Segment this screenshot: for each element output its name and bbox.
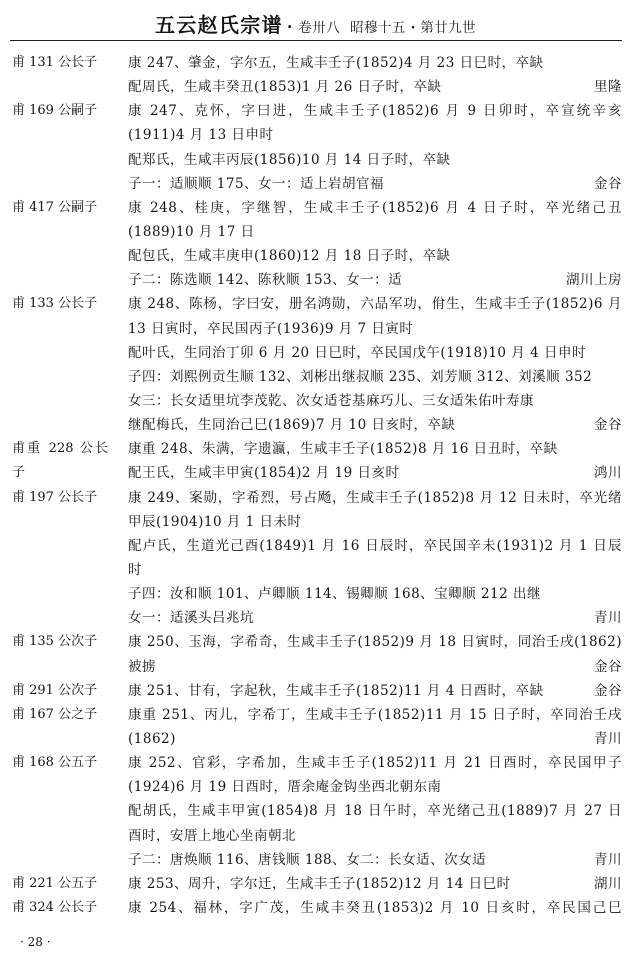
record-text: 配叶氏，生同治丁卯 6 月 20 日巳时，卒民国戊午(1918)10 月 4 日申时 [128, 344, 586, 361]
residence-place: 青川 [594, 730, 622, 747]
record-text: 配周氏，生咸丰癸丑(1853)1 月 26 日子时，卒缺 [128, 79, 442, 96]
record-line [0, 872, 635, 896]
record-line [0, 703, 635, 727]
volume-label: 卷卅八 [298, 20, 341, 36]
genealogy-entry [0, 630, 635, 678]
record-text: (1911)4 月 13 日申时 [128, 127, 274, 144]
record-text: 子一：适顺顺 175、女一：适上岩胡官福 [128, 175, 385, 192]
residence-place: 湖川 [594, 875, 622, 892]
record-line [0, 244, 635, 268]
record-line [0, 123, 635, 147]
genealogy-entry [0, 872, 635, 896]
residence-place: 湖川上房 [566, 272, 622, 289]
record-text: 康重 248、朱满，字遗瀛，生咸丰壬子(1852)8 月 16 日丑时，卒缺 [128, 441, 558, 458]
residence-place: 金谷 [594, 175, 622, 192]
genealogy-entry [0, 679, 635, 703]
record-line [0, 848, 635, 872]
header-rule [10, 40, 622, 41]
lineage-label: 甫 417 公嗣子 [12, 199, 98, 215]
record-line [0, 727, 635, 751]
book-title: 五云赵氏宗谱 [155, 13, 283, 37]
record-line [0, 292, 635, 316]
record-line [0, 534, 635, 558]
record-line [0, 582, 635, 606]
residence-place: 金谷 [594, 658, 622, 675]
record-line [0, 558, 635, 582]
record-text: 康 251、甘有，字起秋，生咸丰壬子(1852)11 月 4 日酉时，卒缺 [128, 682, 544, 699]
record-line [0, 799, 635, 823]
lineage-label: 甫 221 公五子 [12, 875, 98, 891]
record-text: 继配梅氏，生同治己巳(1869)7 月 10 日亥时，卒缺 [128, 417, 456, 434]
lineage-label: 甫 168 公五子 [12, 755, 98, 771]
page-number: · 28 · [20, 935, 51, 949]
record-line [0, 896, 635, 920]
lineage-label: 甫 291 公次子 [12, 682, 98, 698]
record-line [0, 510, 635, 534]
record-line [0, 606, 635, 630]
record-text: 13 日寅时，卒民国丙子(1936)9 月 7 日寅时 [128, 320, 414, 337]
record-text: 时 [128, 561, 142, 578]
title-separator: · [286, 17, 293, 36]
record-text: 子四：刘熙例贡生顺 132、刘彬出继叔顺 235、刘芳顺 312、刘溪顺 352 [128, 368, 593, 385]
record-text: 康 249、案勋，字希烈，号占飏，生咸丰壬子(1852)8 月 12 日未时，卒光绪 [128, 489, 622, 506]
genealogy-entry [0, 292, 635, 437]
record-text: 康 254、福林，字广茂，生咸丰癸丑(1853)2 月 10 日亥时，卒民国己巳 [128, 899, 622, 916]
lineage-label: 甫 131 公长子 [12, 55, 98, 70]
record-text: 康 253、周升，字尔迁，生咸丰壬子(1852)12 月 14 日巳时 [128, 875, 511, 892]
genealogy-records [0, 51, 635, 920]
record-text: 配王氏，生咸丰甲寅(1854)2 月 19 日亥时 [128, 465, 400, 482]
lineage-label-continued: 子 [12, 465, 26, 481]
record-text: 配郑氏，生咸丰丙辰(1856)10 月 14 日子时，卒缺 [128, 151, 451, 168]
record-line [0, 148, 635, 172]
record-line [0, 51, 635, 75]
lineage-label: 甫 169 公嗣子 [12, 103, 98, 119]
lineage-label: 甫重 228 公长 [12, 441, 108, 457]
record-text: (1862) [128, 730, 176, 747]
record-line [0, 655, 635, 679]
genealogy-entry [0, 486, 635, 631]
record-line [0, 413, 635, 437]
genealogy-entry [0, 751, 635, 872]
genealogy-entry [0, 896, 635, 920]
residence-place: 青川 [594, 610, 622, 627]
record-text: 被掳 [128, 658, 156, 675]
record-text: 康 250、玉海，字希奇，生咸丰壬子(1852)9 月 18 日寅时，同治壬戌(1862) [128, 634, 622, 651]
lineage-label: 甫 197 公长子 [12, 489, 98, 505]
record-line [0, 389, 635, 413]
lineage-label: 甫 135 公次子 [12, 634, 98, 650]
record-text: 配卢氏，生道光己酉(1849)1 月 16 日辰时，卒民国辛未(1931)2 月 1 日辰 [128, 537, 622, 554]
record-line [0, 172, 635, 196]
record-line [0, 824, 635, 848]
record-line [0, 341, 635, 365]
record-text: (1889)10 月 17 日 [128, 223, 255, 240]
residence-place: 青川 [594, 851, 622, 868]
lineage-label: 甫 324 公长子 [12, 899, 98, 915]
record-line [0, 437, 635, 461]
record-line [0, 317, 635, 341]
record-line [0, 775, 635, 799]
record-text: 配胡氏，生咸丰甲寅(1854)8 月 18 日午时，卒光绪己丑(1889)7 月 27 日 [128, 803, 622, 820]
record-line [0, 751, 635, 775]
section-label: 昭穆十五 [350, 20, 406, 36]
record-line [0, 461, 635, 485]
section-separator: · [410, 20, 416, 36]
record-line [0, 99, 635, 123]
record-line [0, 630, 635, 654]
record-text: 酉时，安厝上地心坐南朝北 [128, 827, 296, 844]
record-text: 子二：唐焕顺 116、唐钱顺 188、女二：长女适、次女适 [128, 851, 487, 868]
genealogy-entry [0, 51, 635, 99]
record-text: 女三：长女适里坑李茂乾、次女适苍基麻巧儿、三女适朱佑叶寿康 [128, 392, 534, 409]
record-text: 康 248、陈杨，字曰安，册名鸿勋，六品军功，佾生，生咸丰壬子(1852)6 月 [128, 296, 622, 313]
record-line [0, 75, 635, 99]
genealogy-entry [0, 196, 635, 293]
record-line [0, 365, 635, 389]
lineage-label: 甫 167 公之子 [12, 706, 98, 722]
record-line [0, 220, 635, 244]
genealogy-entry [0, 99, 635, 196]
residence-place: 金谷 [594, 417, 622, 434]
record-text: 子二：陈选顺 142、陈秋顺 153、女一：适 [128, 272, 403, 289]
generation-label: 第廿九世 [420, 20, 477, 36]
record-text: 康 247、肇金，字尔五，生咸丰壬子(1852)4 月 23 日巳时，卒缺 [128, 55, 544, 71]
record-text: 康重 251、丙儿，字希丁，生咸丰壬子(1852)11 月 15 日子时，卒同治壬戌 [128, 706, 622, 723]
record-text: 配包氏，生咸丰庚申(1860)12 月 18 日子时，卒缺 [128, 248, 451, 265]
record-line [0, 196, 635, 220]
record-line [0, 268, 635, 292]
record-text: 子四：汝和顺 101、卢卿顺 114、锡卿顺 168、宝卿顺 212 出继 [128, 586, 542, 603]
record-text: 康 248、桂庚，字继智，生咸丰壬子(1852)6 月 4 日子时，卒光绪己丑 [128, 199, 622, 216]
residence-place: 鸿川 [594, 465, 622, 482]
record-text: 女一：适溪头吕兆坑 [128, 610, 254, 627]
lineage-label: 甫 133 公长子 [12, 296, 98, 312]
residence-place: 金谷 [594, 682, 622, 699]
record-text: (1924)6 月 19 日酉时，厝余庵金钩坐西北朝东南 [128, 779, 442, 796]
record-text: 康 247、克怀，字曰进，生咸丰壬子(1852)6 月 9 日卯时，卒宣统辛亥 [128, 103, 622, 120]
genealogy-entry [0, 437, 635, 485]
record-line [0, 679, 635, 703]
genealogy-entry [0, 703, 635, 751]
residence-place: 里隆 [594, 79, 622, 96]
record-text: 甲辰(1904)10 月 1 日未时 [128, 513, 302, 530]
record-text: 康 252、官彩，字希加，生咸丰壬子(1852)11 月 21 日酉时，卒民国甲子 [128, 755, 622, 772]
record-line [0, 486, 635, 510]
page-header [155, 9, 476, 38]
